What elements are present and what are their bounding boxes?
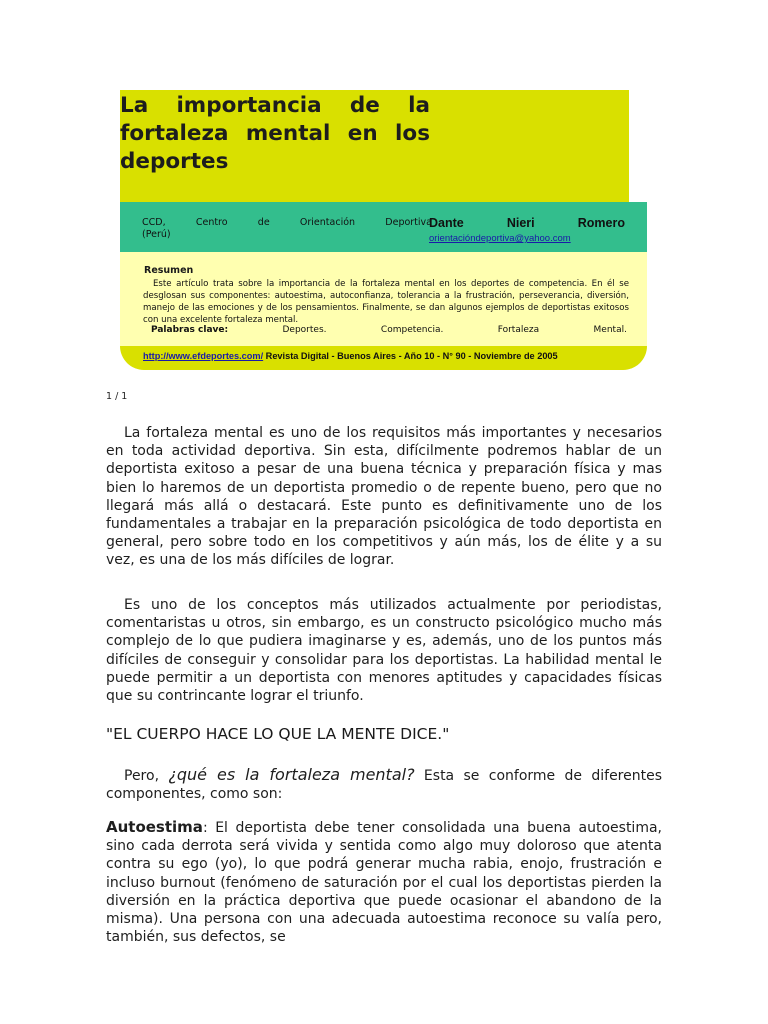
- keywords-label: Palabras clave:: [151, 325, 229, 335]
- author-name: Dante Nieri Romero: [429, 216, 625, 230]
- citation-line: [143, 351, 558, 361]
- paragraph-3: [106, 766, 662, 803]
- keyword: Mental.: [593, 325, 627, 335]
- p3-lead: Pero,: [124, 768, 169, 784]
- citation-text: Revista Digital - Buenos Aires - Año 10 - N° 90 - Noviembre de 2005: [263, 351, 558, 361]
- paragraph-2: Es uno de los conceptos más utilizados actualmente por periodistas, comentaristas u otros, sin embargo, es un constructo psicológico mucho más complejo de lo que pudiera imaginarse y es, además, uno de los puntos más difíciles de conseguir y consolidar para los deportistas. La habilidad mental le puede permitir a un deportista con menores aptitudes y capacidades físicas que su contrincante lograr el triunfo.: [106, 597, 662, 705]
- author-band: [120, 202, 647, 252]
- keywords-row: [143, 325, 627, 335]
- keyword: Deportes.: [282, 325, 327, 335]
- p3-tail: Esta se conforme de diferentes componentes, como son:: [106, 768, 663, 803]
- abstract-box: [120, 252, 647, 346]
- page-indicator: 1 / 1: [106, 391, 128, 402]
- paragraph-1: La fortaleza mental es uno de los requisitos más importantes y necesarios en toda actividad deportiva. Sin esta, difícilmente podremos hablar de un deportista exitoso a pesar de una buena técnica y preparación física y mas bien lo haremos de un deportista promedio o de repente bueno, pero que no llegará más allá o destacará. Este punto es definitivamente uno de los fundamentales a trabajar en la preparación psicológica de todo deportista en general, pero sobre todo en los competitivos y aún más, los de élite y a su vez, es una de los más difíciles de lograr.: [106, 425, 662, 569]
- p4-text: : El deportista debe tener consolidada una buena autoestima, sino cada derrota será vivida y sentida como algo muy doloroso que atenta contra su ego (yo), lo que podrá generar mucha rabia, enojo, frustración e incluso burnout (fenómeno de saturación por el cual los deportistas pierden la diversión en la práctica deportiva que puede ocasionar el abandono de la misma). Una persona con una adecuada autoestima reconoce su valía pero, también, sus defectos, se: [106, 820, 662, 946]
- article-title: La importancia de la fortaleza mental en los deportes: [120, 93, 430, 174]
- abstract-text: Este artículo trata sobre la importancia de la fortaleza mental en los deportes de competencia. En él se desglosan sus componentes: autoestima, autoconfianza, tolerancia a la frustración, perseverancia, diversión, manejo de las emociones y de los pensamientos. Finalmente, se dan algunos ejemplos de deportistas exitosos con una excelente fortaleza mental.: [143, 279, 629, 325]
- term-autoestima: Autoestima: [106, 818, 203, 836]
- abstract-heading: Resumen: [144, 265, 194, 276]
- paragraph-4: [106, 818, 662, 946]
- keyword: Fortaleza: [497, 325, 540, 335]
- institution: CCD, Centro de Orientación Deportiva: [142, 217, 432, 228]
- country: (Perú): [142, 229, 171, 240]
- keyword: Competencia.: [380, 325, 444, 335]
- author-email-link[interactable]: orientacióndeportiva@yahoo.com: [429, 233, 571, 244]
- question-phrase: ¿qué es la fortaleza mental?: [168, 765, 415, 784]
- pull-quote: "EL CUERPO HACE LO QUE LA MENTE DICE.": [106, 725, 450, 743]
- citation-band: [120, 346, 647, 370]
- source-url-link[interactable]: http://www.efdeportes.com/: [143, 351, 264, 361]
